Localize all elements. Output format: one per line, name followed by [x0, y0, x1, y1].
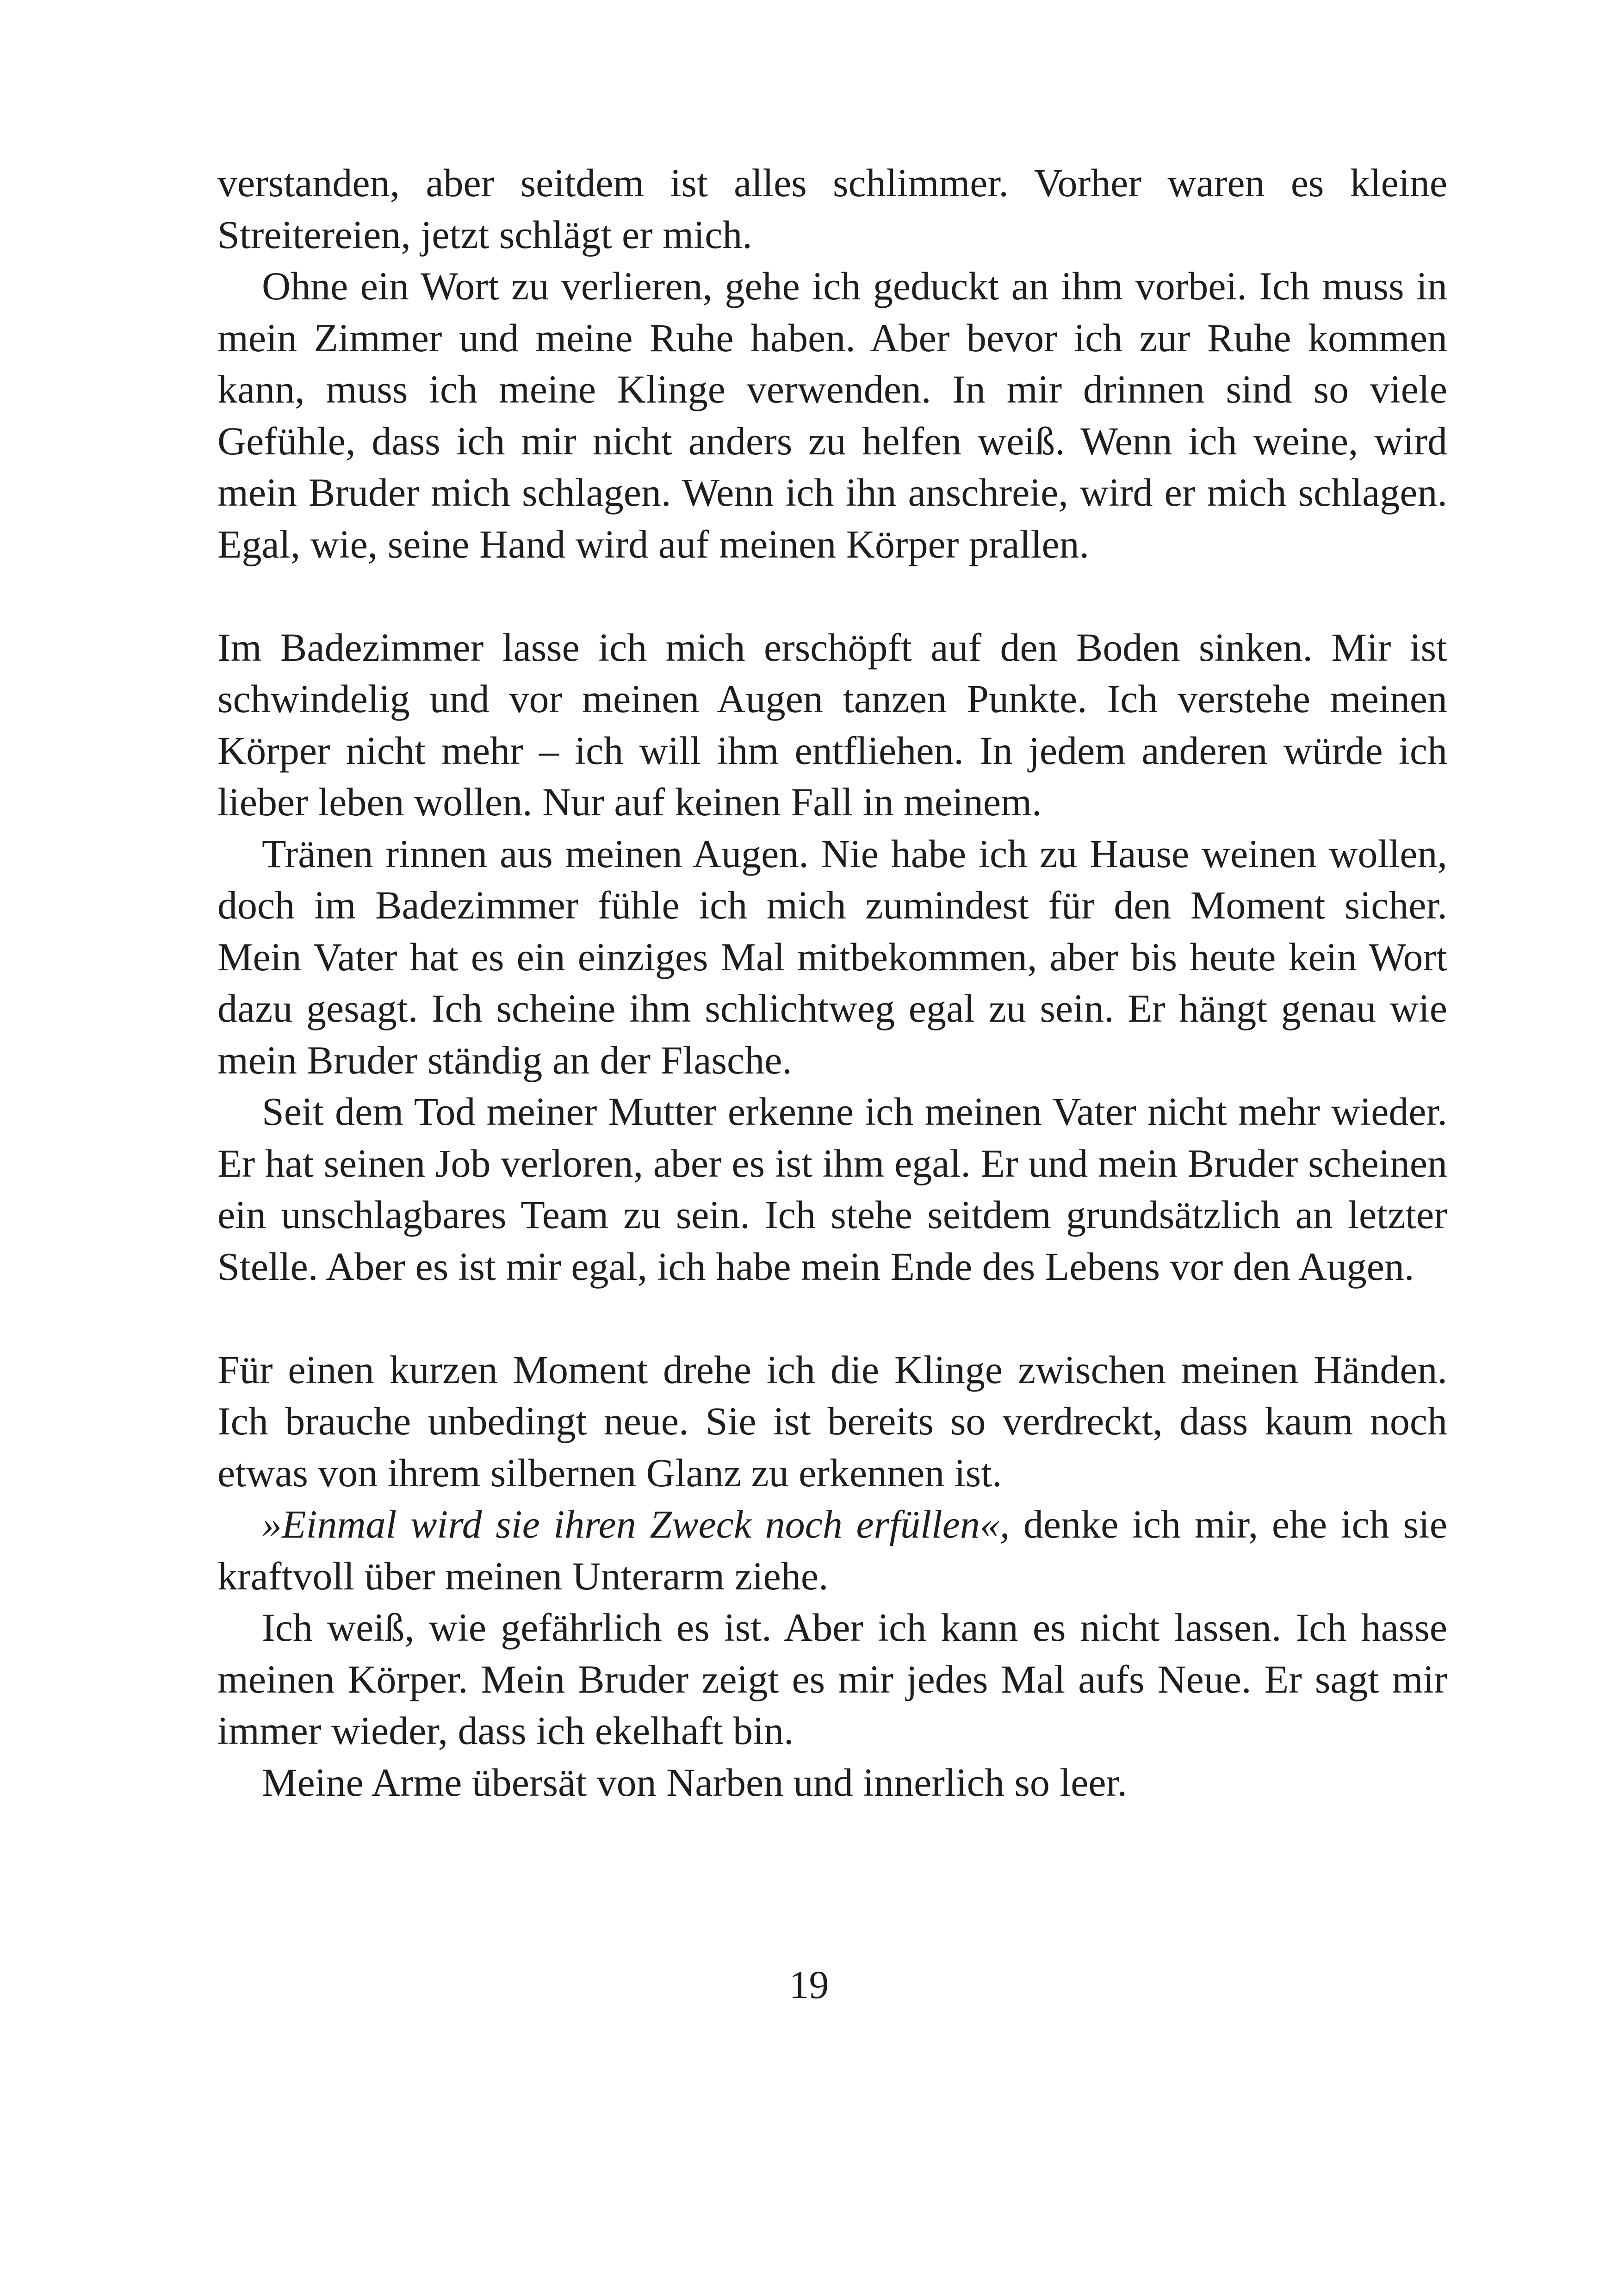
- quoted-thought: »Einmal wird sie ihren Zweck noch erfüllen«,: [262, 1502, 1010, 1546]
- paragraph-6: Für einen kurzen Moment drehe ich die Klinge zwischen meinen Händen. Ich brauche unbedingt neue. Sie ist bereits so verdreckt, dass kaum noch etwas von ihrem silbernen Glanz zu erkennen ist.: [217, 1347, 1447, 1495]
- paragraph-7-rest: denke ich mir, ehe ich sie kraftvoll über meinen Unterarm ziehe.: [217, 1502, 1447, 1598]
- paragraph-2: Ohne ein Wort zu verlieren, gehe ich geduckt an ihm vorbei. Ich muss in mein Zimmer und meine Ruhe haben. Aber bevor ich zur Ruhe kommen kann, muss ich meine Klinge verwenden. In mir drinnen sind so viele Gefühle, dass ich mir nicht anders zu helfen weiß. Wenn ich weine, wird mein Bruder mich schlagen. Wenn ich ihn anschreie, wird er mich schlagen. Egal, wie, seine Hand wird auf meinen Körper prallen.: [217, 264, 1447, 566]
- body-text: [217, 157, 1447, 1808]
- paragraph-3: Im Badezimmer lasse ich mich erschöpft auf den Boden sinken. Mir ist schwindelig und vor meinen Augen tanzen Punkte. Ich verstehe meinen Körper nicht mehr – ich will ihm entfliehen. In jedem anderen würde ich lieber leben wollen. Nur auf keinen Fall in meinem.: [217, 625, 1447, 824]
- section-break-2: [217, 1292, 1447, 1344]
- paragraph-7: [217, 1499, 1447, 1602]
- page-number: 19: [789, 1962, 829, 2007]
- paragraph-8: Ich weiß, wie gefährlich es ist. Aber ich kann es nicht lassen. Ich hasse meinen Körper. Mein Bruder zeigt es mir jedes Mal aufs Neue. Er sagt mir immer wieder, dass ich ekelhaft bin.: [217, 1605, 1447, 1753]
- section-break-1: [217, 570, 1447, 622]
- paragraph-9: Meine Arme übersät von Narben und innerlich so leer.: [262, 1760, 1127, 1805]
- paragraph-1: verstanden, aber seitdem ist alles schlimmer. Vorher waren es kleine Streitereien, jetzt schlägt er mich.: [217, 161, 1447, 257]
- paragraph-4: Tränen rinnen aus meinen Augen. Nie habe ich zu Hause weinen wollen, doch im Badezimmer fühle ich mich zumindest für den Moment sicher. Mein Vater hat es ein einziges Mal mitbekommen, aber bis heute kein Wort dazu gesagt. Ich scheine ihm schlichtweg egal zu sein. Er hängt genau wie mein Bruder ständig an der Flasche.: [217, 831, 1447, 1082]
- paragraph-5: Seit dem Tod meiner Mutter erkenne ich meinen Vater nicht mehr wieder. Er hat seinen Job verloren, aber es ist ihm egal. Er und mein Bruder scheinen ein unschlagbares Team zu sein. Ich stehe seitdem grundsätzlich an letzter Stelle. Aber es ist mir egal, ich habe mein Ende des Lebens vor den Augen.: [217, 1089, 1447, 1289]
